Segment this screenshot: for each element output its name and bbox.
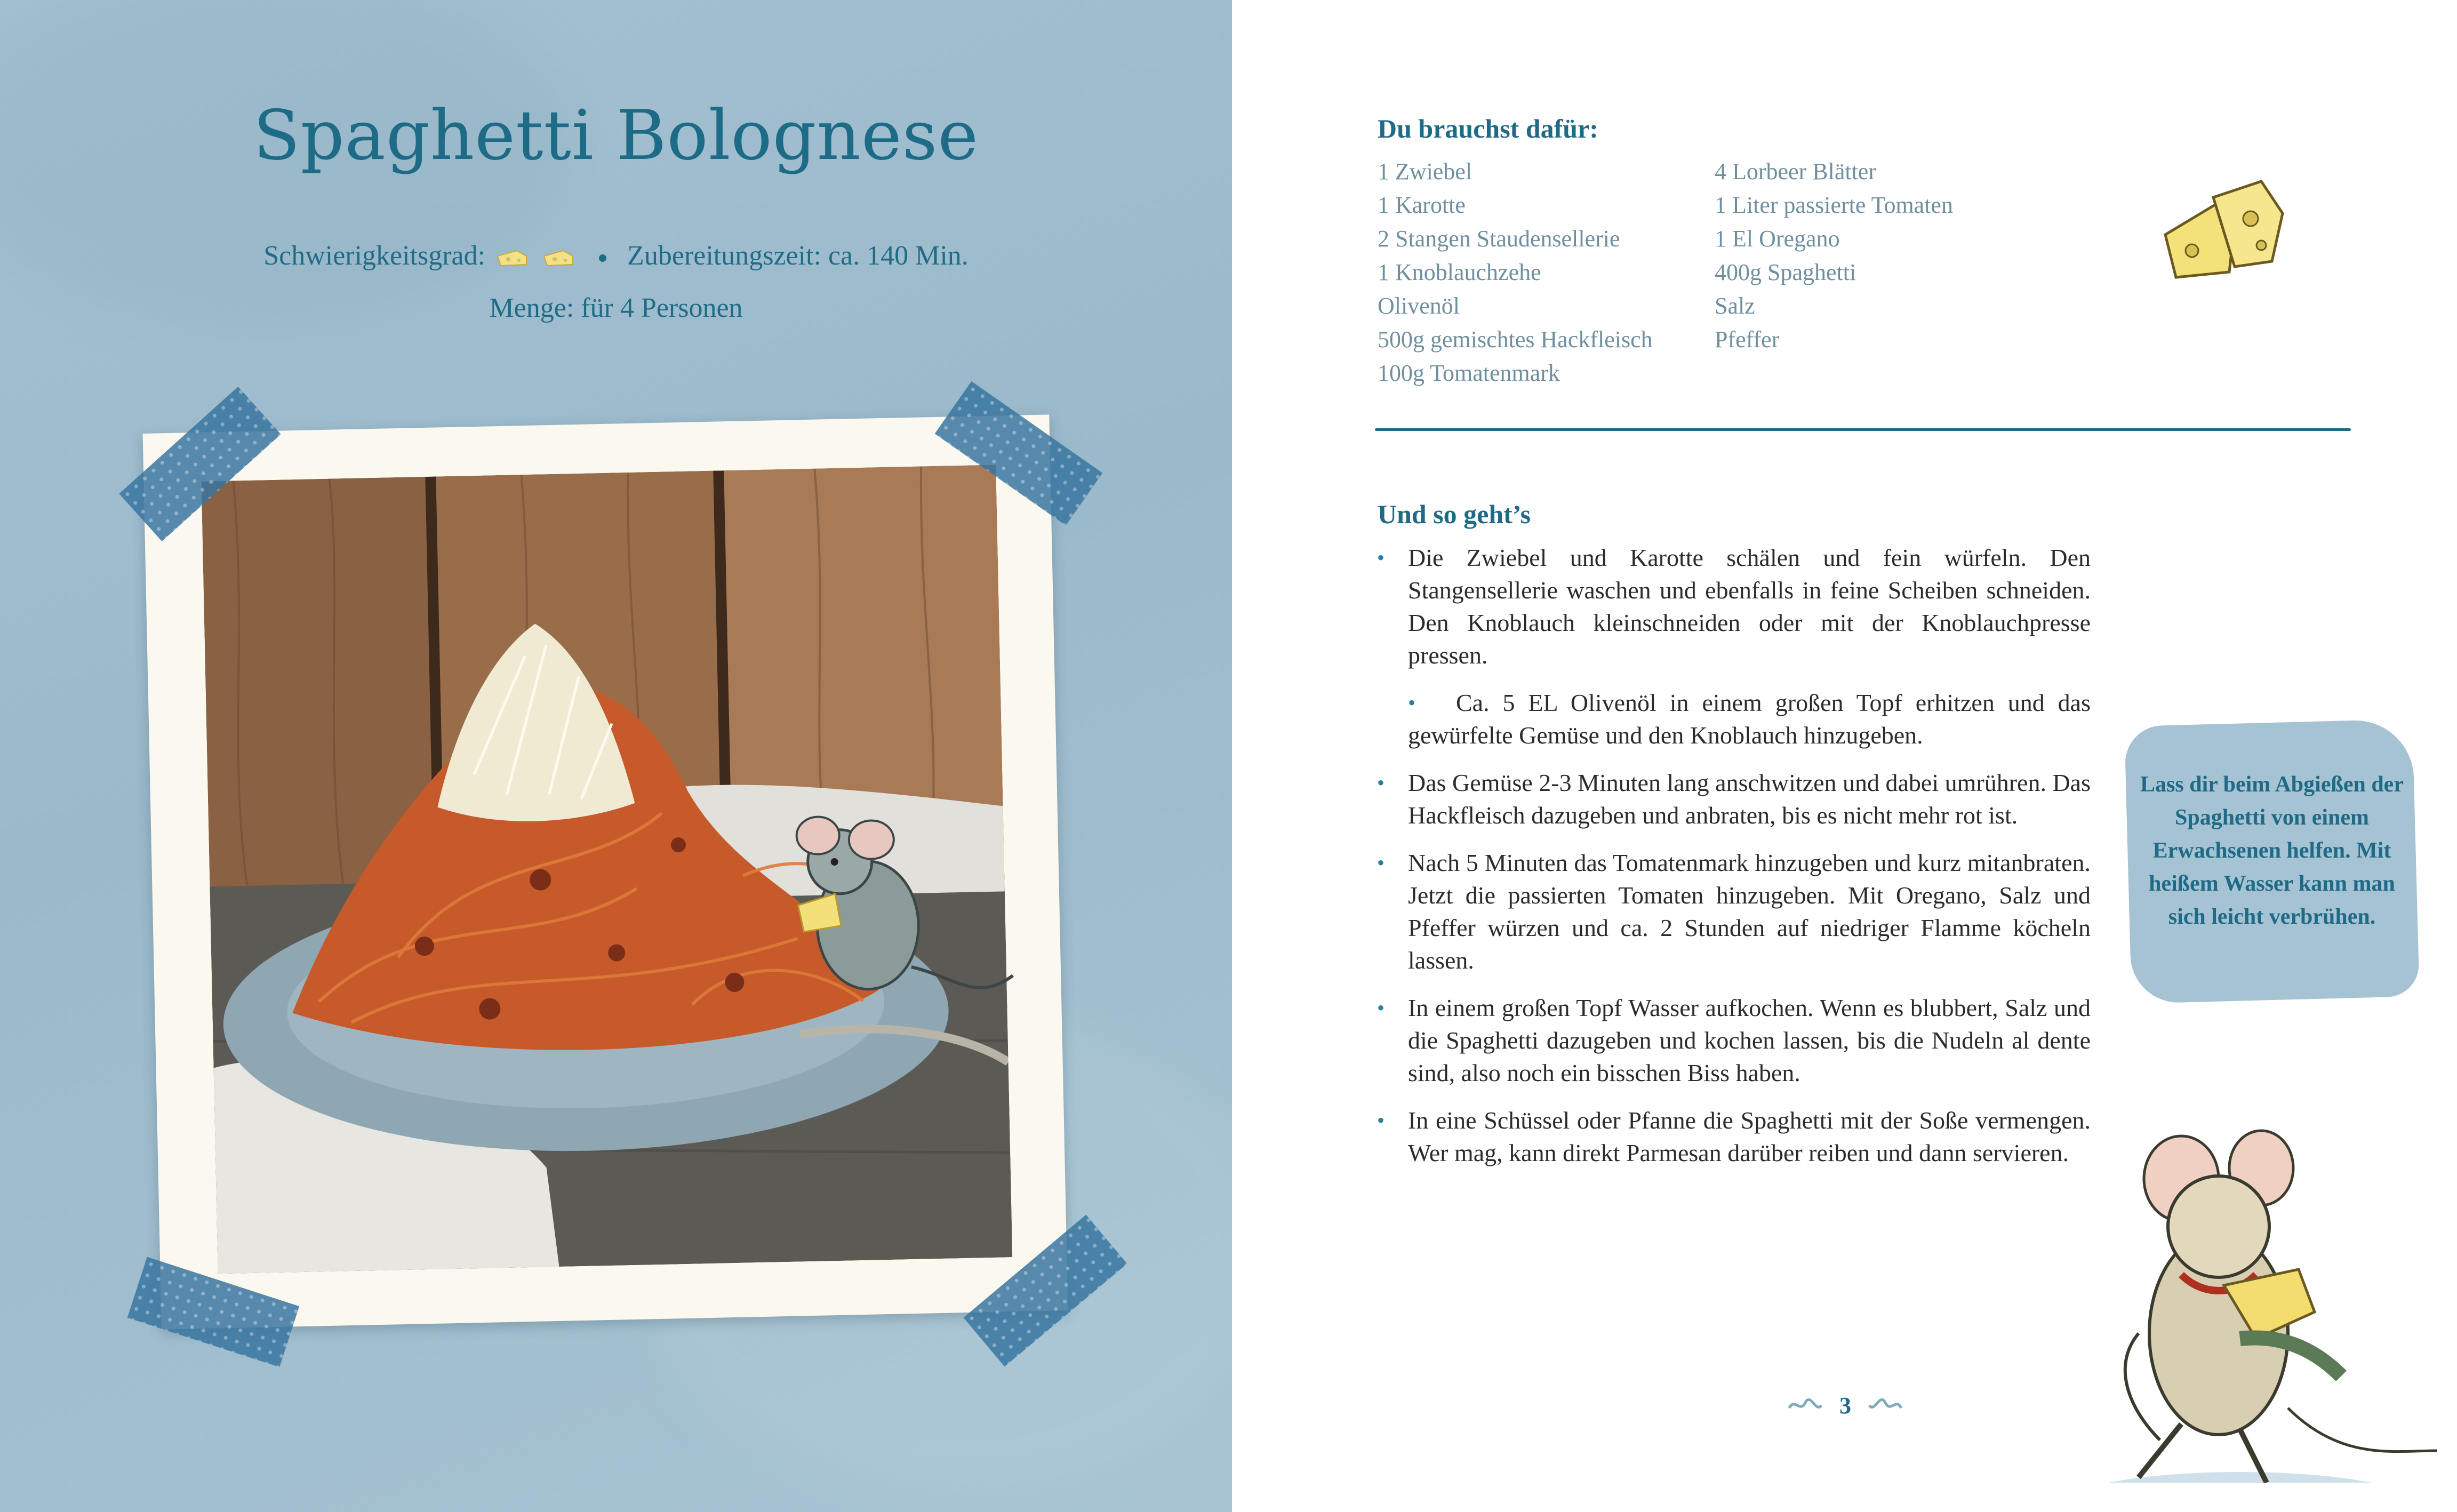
- instructions-heading: Und so geht’s: [1378, 499, 1531, 529]
- instruction-step: • In einem großen Topf Wasser aufkochen. Wenn es blubbert, Salz und die Spaghetti dazugeben und kochen lassen, bis die Nudeln al dente sind, also noch ein bisschen Biss haben.: [1376, 991, 2091, 1089]
- mouse-illustration: [758, 799, 1019, 1029]
- instruction-step: • Das Gemüse 2-3 Minuten lang anschwitzen und dabei umrühren. Das Hackfleisch dazugeben und anbraten, bis es nicht mehr rot ist.: [1376, 766, 2091, 831]
- ingredient-item: 1 El Oregano: [1715, 226, 1840, 252]
- ingredients-heading: Du brauchst dafür:: [1378, 114, 1598, 143]
- cheese-icon: [542, 249, 575, 268]
- ingredient-item: 1 Knoblauchzehe: [1378, 259, 1541, 285]
- ingredients-column-2: [1715, 155, 1953, 356]
- instruction-step: • Die Zwiebel und Karotte schälen und fein würfeln. Den Stangensellerie waschen und ebenfalls in feine Scheiben schneiden. Den Knoblauch kleinschneiden oder mit der Knoblauchpresse pressen.: [1376, 541, 2091, 671]
- recipe-meta: [0, 240, 1232, 271]
- instruction-step: • In eine Schüssel oder Pfanne die Spaghetti mit der Soße vermengen. Wer mag, kann direkt Parmesan darüber reiben und dann servieren.: [1376, 1104, 2091, 1169]
- photo-frame: [143, 414, 1068, 1329]
- ingredient-item: 2 Stangen Staudensellerie: [1378, 226, 1620, 252]
- ornament-right-icon: [1867, 1395, 1904, 1416]
- ingredient-item: 400g Spaghetti: [1715, 259, 1856, 285]
- recipe-title: Spaghetti Bolognese: [253, 96, 979, 175]
- ingredient-item: Pfeffer: [1715, 326, 1780, 353]
- cheese-icon: [495, 249, 529, 268]
- servings: Menge: für 4 Personen: [489, 293, 743, 323]
- instruction-list: [1376, 541, 2091, 1184]
- cheese-illustration: [2155, 171, 2293, 293]
- ingredients-column-1: [1378, 155, 1653, 390]
- ingredient-item: 1 Zwiebel: [1378, 158, 1472, 185]
- instruction-step: [1376, 686, 2091, 751]
- instruction-step-text: Ca. 5 EL Olivenöl in einem großen Topf erhitzen und das gewürfelte Gemüse und den Knoblauch hinzugeben.: [1408, 689, 2091, 749]
- page-number: 3: [1839, 1393, 1851, 1419]
- ingredient-item: 4 Lorbeer Blätter: [1715, 158, 1876, 185]
- tip-text: Lass dir beim Abgießen der Spaghetti von einem Erwachsenen helfen. Mit heißem Wasser kann man sich leicht verbrühen.: [2140, 772, 2404, 929]
- ingredient-item: Olivenöl: [1378, 293, 1460, 319]
- ingredient-item: 1 Liter passierte Tomaten: [1715, 192, 1953, 218]
- ingredient-item: Salz: [1715, 293, 1755, 319]
- prep-time: Zubereitungszeit: ca. 140 Min.: [627, 241, 969, 271]
- ingredient-item: 100g Tomatenmark: [1378, 360, 1560, 386]
- section-divider: [1375, 428, 2351, 431]
- instruction-step: • Nach 5 Minuten das Tomatenmark hinzugeben und kurz mitanbraten. Jetzt die passierten Tomaten hinzugeben. Mit Oregano, Salz und Pfeffer würzen und ca. 2 Stunden auf niedriger Flamme köcheln lassen.: [1376, 846, 2091, 977]
- separator-dot: [599, 254, 606, 262]
- difficulty-label: Schwierigkeitsgrad:: [263, 241, 486, 271]
- ingredient-item: 1 Karotte: [1378, 192, 1466, 218]
- mouse-eating-cheese-illustration: [2064, 1109, 2448, 1483]
- ingredient-item: 500g gemischtes Hackfleisch: [1378, 326, 1653, 353]
